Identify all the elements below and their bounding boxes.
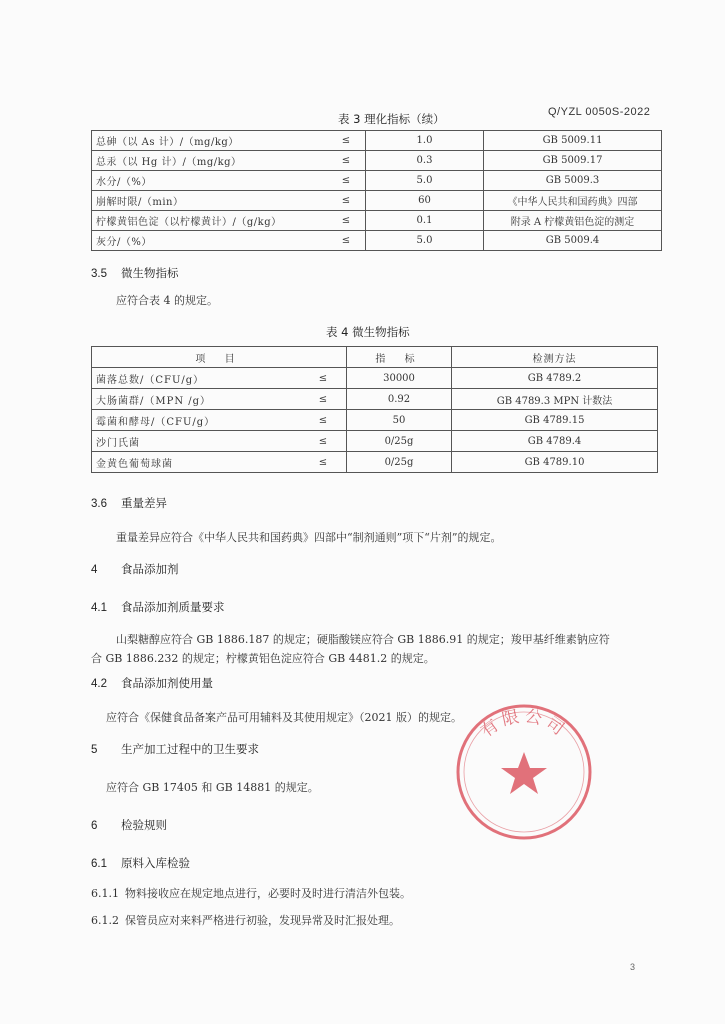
section-6-1-2: 6.1.2 保管员应对来料严格进行初验，发现异常及时汇报处理。	[91, 914, 400, 927]
cell-operator: ≤	[327, 191, 366, 211]
cell-operator: ≤	[327, 211, 366, 231]
page-number: 3	[630, 962, 636, 972]
cell-item: 霉菌和酵母/（CFU/g）	[92, 410, 301, 431]
cell-value: 0/25g	[347, 431, 452, 452]
cell-value: 5.0	[366, 171, 484, 191]
cell-method: GB 5009.4	[484, 231, 662, 251]
cell-method: GB 5009.17	[484, 151, 662, 171]
table-row	[92, 368, 658, 389]
cell-method: GB 4789.4	[452, 431, 658, 452]
cell-operator: ≤	[300, 368, 347, 389]
cell-value: 1.0	[366, 131, 484, 151]
section-6-1-heading: 6.1 原料入库检验	[91, 856, 190, 870]
cell-method: 《中华人民共和国药典》四部	[484, 191, 662, 211]
cell-item: 柠檬黄铝色淀（以柠檬黄计）/（g/kg）	[92, 211, 328, 231]
section-4-1-heading: 4.1 食品添加剂质量要求	[91, 600, 225, 614]
cell-operator: ≤	[327, 231, 366, 251]
cell-method: GB 4789.2	[452, 368, 658, 389]
cell-item: 大肠菌群/（MPN /g）	[92, 389, 301, 410]
section-4-1-line2: 合 GB 1886.232 的规定；柠檬黄铝色淀应符合 GB 4481.2 的规定。	[91, 652, 435, 665]
cell-method: 附录 A 柠檬黄铝色淀的测定	[484, 211, 662, 231]
cell-method: GB 4789.10	[452, 452, 658, 473]
table3-physicochemical	[91, 130, 662, 251]
cell-value: 0/25g	[347, 452, 452, 473]
cell-operator: ≤	[300, 452, 347, 473]
cell-item: 沙门氏菌	[92, 431, 301, 452]
table-row	[92, 171, 662, 191]
section-4-heading: 4 食品添加剂	[91, 562, 179, 576]
cell-method: GB 5009.3	[484, 171, 662, 191]
section-4-2-heading: 4.2 食品添加剂使用量	[91, 676, 213, 690]
svg-text:有限公司	[477, 706, 571, 742]
cell-value: 0.92	[347, 389, 452, 410]
section-4-2-text: 应符合《保健食品备案产品可用辅料及其使用规定》（2021 版）的规定。	[106, 711, 462, 724]
cell-value: 50	[347, 410, 452, 431]
cell-operator: ≤	[300, 431, 347, 452]
cell-item: 崩解时限/（min）	[92, 191, 328, 211]
cell-item: 菌落总数/（CFU/g）	[92, 368, 301, 389]
seal-text: 有限公司	[477, 706, 571, 742]
section-4-1-line1: 山梨糖醇应符合 GB 1886.187 的规定；硬脂酸镁应符合 GB 1886.91 的规定；羧甲基纤维素钠应符	[116, 633, 610, 646]
section-5-text: 应符合 GB 17405 和 GB 14881 的规定。	[106, 781, 319, 794]
cell-item: 金黄色葡萄球菌	[92, 452, 301, 473]
cell-value: 60	[366, 191, 484, 211]
table4-microbial	[91, 346, 658, 473]
header-method: 检测方法	[452, 347, 658, 368]
seal-star-icon	[501, 752, 547, 794]
table-row	[92, 211, 662, 231]
cell-operator: ≤	[300, 410, 347, 431]
cell-operator: ≤	[327, 151, 366, 171]
cell-method: GB 4789.3 MPN 计数法	[452, 389, 658, 410]
header-item: 项 目	[92, 347, 347, 368]
table3-caption: 表 3 理化指标（续）	[338, 112, 445, 126]
cell-value: 0.1	[366, 211, 484, 231]
cell-item: 水分/（%）	[92, 171, 328, 191]
cell-method: GB 5009.11	[484, 131, 662, 151]
cell-value: 5.0	[366, 231, 484, 251]
table-row	[92, 151, 662, 171]
table-row	[92, 431, 658, 452]
header-indicator: 指 标	[347, 347, 452, 368]
section-3-6-heading: 3.6 重量差异	[91, 496, 167, 510]
cell-operator: ≤	[327, 131, 366, 151]
cell-item: 总汞（以 Hg 计）/（mg/kg）	[92, 151, 328, 171]
section-6-heading: 6 检验规则	[91, 818, 167, 832]
cell-method: GB 4789.15	[452, 410, 658, 431]
section-5-heading: 5 生产加工过程中的卫生要求	[91, 742, 259, 756]
table-row	[92, 410, 658, 431]
table-row	[92, 191, 662, 211]
section-3-5-heading: 3.5 微生物指标	[91, 266, 179, 280]
cell-item: 总砷（以 As 计）/（mg/kg）	[92, 131, 328, 151]
table-header-row	[92, 347, 658, 368]
section-3-6-text: 重量差异应符合《中华人民共和国药典》四部中“制剂通则”项下“片剂”的规定。	[116, 531, 502, 544]
cell-value: 0.3	[366, 151, 484, 171]
cell-value: 30000	[347, 368, 452, 389]
table4-caption: 表 4 微生物指标	[326, 325, 410, 339]
cell-item: 灰分/（%）	[92, 231, 328, 251]
company-seal	[452, 700, 596, 844]
table-row	[92, 231, 662, 251]
cell-operator: ≤	[300, 389, 347, 410]
section-3-5-text: 应符合表 4 的规定。	[116, 294, 218, 307]
section-6-1-1: 6.1.1 物料接收应在规定地点进行，必要时及时进行清洁外包装。	[91, 887, 411, 900]
table-row	[92, 452, 658, 473]
cell-operator: ≤	[327, 171, 366, 191]
table-row	[92, 389, 658, 410]
document-code: Q/YZL 0050S-2022	[548, 106, 651, 118]
table-row	[92, 131, 662, 151]
